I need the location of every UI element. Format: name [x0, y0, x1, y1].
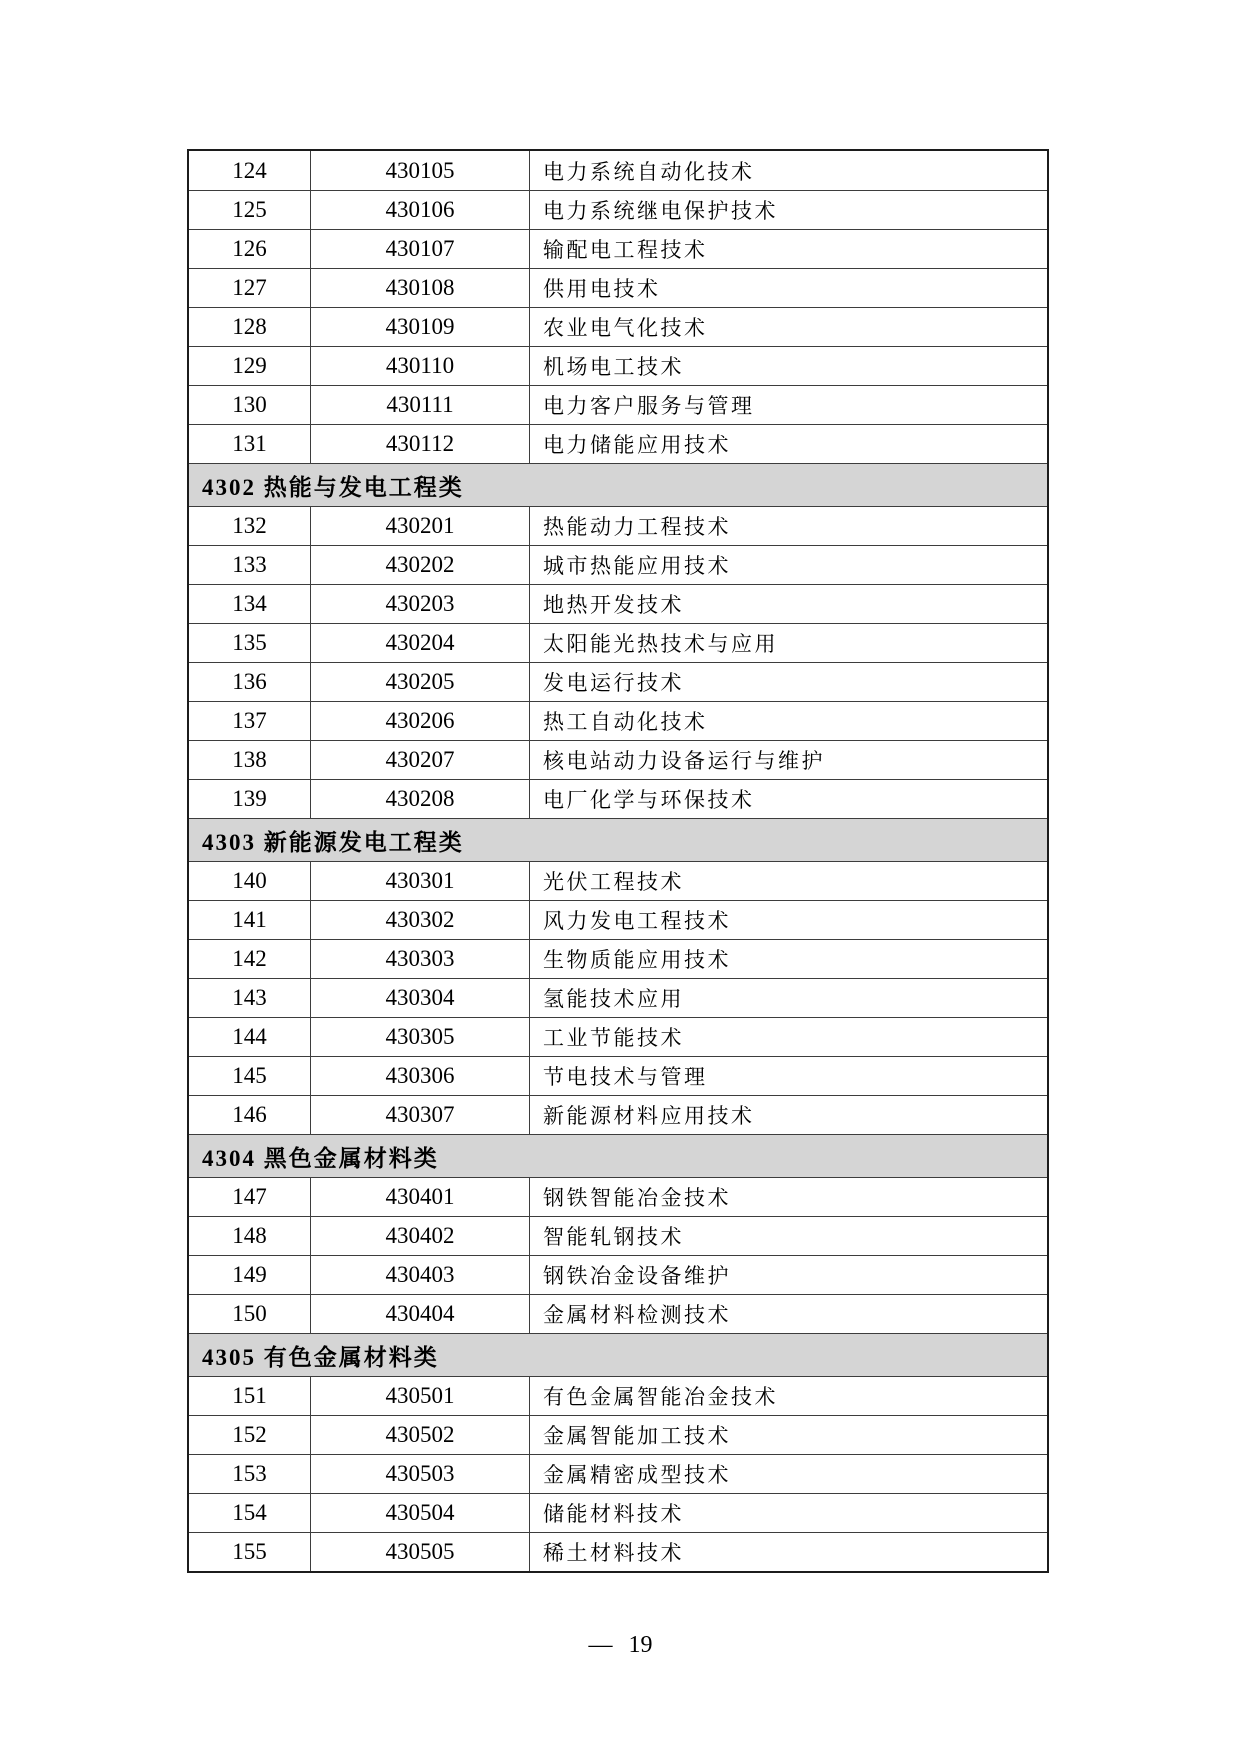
- row-number: 143: [189, 979, 311, 1017]
- row-number: 130: [189, 386, 311, 424]
- major-name: 地热开发技术: [543, 593, 684, 617]
- table-row: [189, 1454, 1047, 1493]
- page-footer: [0, 1632, 1241, 1659]
- row-number: 146: [189, 1096, 311, 1134]
- majors-table: [187, 149, 1049, 1573]
- row-number: 129: [189, 347, 311, 385]
- major-code: 430205: [311, 663, 530, 701]
- major-code: 430403: [311, 1256, 530, 1294]
- major-name: 风力发电工程技术: [543, 909, 731, 933]
- major-code: 430208: [311, 780, 530, 818]
- major-name: 储能材料技术: [543, 1502, 684, 1526]
- table-row: [189, 1294, 1047, 1333]
- major-name: 工业节能技术: [543, 1026, 684, 1050]
- table-row: [189, 385, 1047, 424]
- row-number: 155: [189, 1533, 311, 1571]
- table-row: [189, 779, 1047, 818]
- major-code: 430108: [311, 269, 530, 307]
- row-number: 145: [189, 1057, 311, 1095]
- table-row: [189, 424, 1047, 463]
- row-number: 140: [189, 862, 311, 900]
- major-name: 光伏工程技术: [543, 870, 684, 894]
- major-code: 430401: [311, 1178, 530, 1216]
- major-code: 430301: [311, 862, 530, 900]
- table-row: [189, 701, 1047, 740]
- row-number: 127: [189, 269, 311, 307]
- major-code: 430302: [311, 901, 530, 939]
- row-number: 144: [189, 1018, 311, 1056]
- row-number: 139: [189, 780, 311, 818]
- major-name: 发电运行技术: [543, 671, 684, 695]
- row-number: 147: [189, 1178, 311, 1216]
- row-number: 135: [189, 624, 311, 662]
- major-code: 430503: [311, 1455, 530, 1493]
- table-row: [189, 623, 1047, 662]
- major-code: 430111: [311, 386, 530, 424]
- major-code: 430305: [311, 1018, 530, 1056]
- major-code: 430501: [311, 1377, 530, 1415]
- table-row: [189, 1095, 1047, 1134]
- major-name: 机场电工技术: [543, 355, 684, 379]
- table-row: [189, 939, 1047, 978]
- major-name: 热能动力工程技术: [543, 515, 731, 539]
- major-code: 430404: [311, 1295, 530, 1333]
- row-number: 124: [189, 151, 311, 190]
- major-name: 生物质能应用技术: [543, 948, 731, 972]
- major-code: 430304: [311, 979, 530, 1017]
- table-row: [189, 1493, 1047, 1532]
- row-number: 136: [189, 663, 311, 701]
- major-code: 430110: [311, 347, 530, 385]
- table-row: [189, 740, 1047, 779]
- row-number: 134: [189, 585, 311, 623]
- row-number: 126: [189, 230, 311, 268]
- row-number: 153: [189, 1455, 311, 1493]
- major-code: 430109: [311, 308, 530, 346]
- table-row: [189, 190, 1047, 229]
- major-name: 电力储能应用技术: [543, 433, 731, 457]
- row-number: 141: [189, 901, 311, 939]
- major-code: 430106: [311, 191, 530, 229]
- major-code: 430206: [311, 702, 530, 740]
- section-header: 4304 黑色金属材料类: [189, 1134, 1047, 1177]
- row-number: 149: [189, 1256, 311, 1294]
- major-code: 430204: [311, 624, 530, 662]
- major-name: 太阳能光热技术与应用: [543, 632, 778, 656]
- major-name: 钢铁冶金设备维护: [543, 1264, 731, 1288]
- table-row: [189, 1415, 1047, 1454]
- major-name: 金属材料检测技术: [543, 1303, 731, 1327]
- major-name: 新能源材料应用技术: [543, 1104, 755, 1128]
- major-name: 供用电技术: [543, 277, 661, 301]
- row-number: 151: [189, 1377, 311, 1415]
- table-row: [189, 151, 1047, 190]
- table-row: [189, 346, 1047, 385]
- row-number: 131: [189, 425, 311, 463]
- table-row: [189, 506, 1047, 545]
- major-code: 430107: [311, 230, 530, 268]
- row-number: 125: [189, 191, 311, 229]
- major-code: 430307: [311, 1096, 530, 1134]
- table-row: [189, 1255, 1047, 1294]
- section-header: 4303 新能源发电工程类: [189, 818, 1047, 861]
- major-code: 430402: [311, 1217, 530, 1255]
- row-number: 128: [189, 308, 311, 346]
- table-row: [189, 1056, 1047, 1095]
- table-row: [189, 861, 1047, 900]
- major-name: 节电技术与管理: [543, 1065, 708, 1089]
- row-number: 138: [189, 741, 311, 779]
- major-code: 430207: [311, 741, 530, 779]
- section-header: 4302 热能与发电工程类: [189, 463, 1047, 506]
- major-code: 430202: [311, 546, 530, 584]
- table-row: [189, 1216, 1047, 1255]
- row-number: 148: [189, 1217, 311, 1255]
- major-code: 430306: [311, 1057, 530, 1095]
- major-name: 氢能技术应用: [543, 987, 684, 1011]
- major-name: 热工自动化技术: [543, 710, 708, 734]
- major-code: 430303: [311, 940, 530, 978]
- major-name: 电厂化学与环保技术: [543, 788, 755, 812]
- row-number: 152: [189, 1416, 311, 1454]
- table-row: [189, 229, 1047, 268]
- table-row: [189, 1017, 1047, 1056]
- major-name: 稀土材料技术: [543, 1541, 684, 1565]
- page-number: — 19: [588, 1632, 653, 1658]
- major-code: 430112: [311, 425, 530, 463]
- major-name: 输配电工程技术: [543, 238, 708, 262]
- table-row: [189, 545, 1047, 584]
- major-code: 430203: [311, 585, 530, 623]
- major-name: 有色金属智能冶金技术: [543, 1385, 778, 1409]
- table-row: [189, 900, 1047, 939]
- row-number: 133: [189, 546, 311, 584]
- major-name: 智能轧钢技术: [543, 1225, 684, 1249]
- row-number: 137: [189, 702, 311, 740]
- major-code: 430505: [311, 1533, 530, 1571]
- row-number: 150: [189, 1295, 311, 1333]
- table-row: [189, 1532, 1047, 1571]
- major-code: 430201: [311, 507, 530, 545]
- major-name: 钢铁智能冶金技术: [543, 1186, 731, 1210]
- table-row: [189, 307, 1047, 346]
- major-name: 金属智能加工技术: [543, 1424, 731, 1448]
- table-row: [189, 662, 1047, 701]
- major-name: 农业电气化技术: [543, 316, 708, 340]
- table-row: [189, 584, 1047, 623]
- major-name: 电力系统继电保护技术: [543, 199, 778, 223]
- row-number: 132: [189, 507, 311, 545]
- major-code: 430504: [311, 1494, 530, 1532]
- major-name: 金属精密成型技术: [543, 1463, 731, 1487]
- major-name: 核电站动力设备运行与维护: [543, 749, 825, 773]
- section-header: 4305 有色金属材料类: [189, 1333, 1047, 1376]
- major-name: 电力客户服务与管理: [543, 394, 755, 418]
- row-number: 154: [189, 1494, 311, 1532]
- major-code: 430105: [311, 151, 530, 190]
- row-number: 142: [189, 940, 311, 978]
- table-row: [189, 268, 1047, 307]
- major-name: 电力系统自动化技术: [543, 159, 755, 184]
- major-code: 430502: [311, 1416, 530, 1454]
- major-name: 城市热能应用技术: [543, 554, 731, 578]
- table-row: [189, 978, 1047, 1017]
- table-row: [189, 1376, 1047, 1415]
- table-row: [189, 1177, 1047, 1216]
